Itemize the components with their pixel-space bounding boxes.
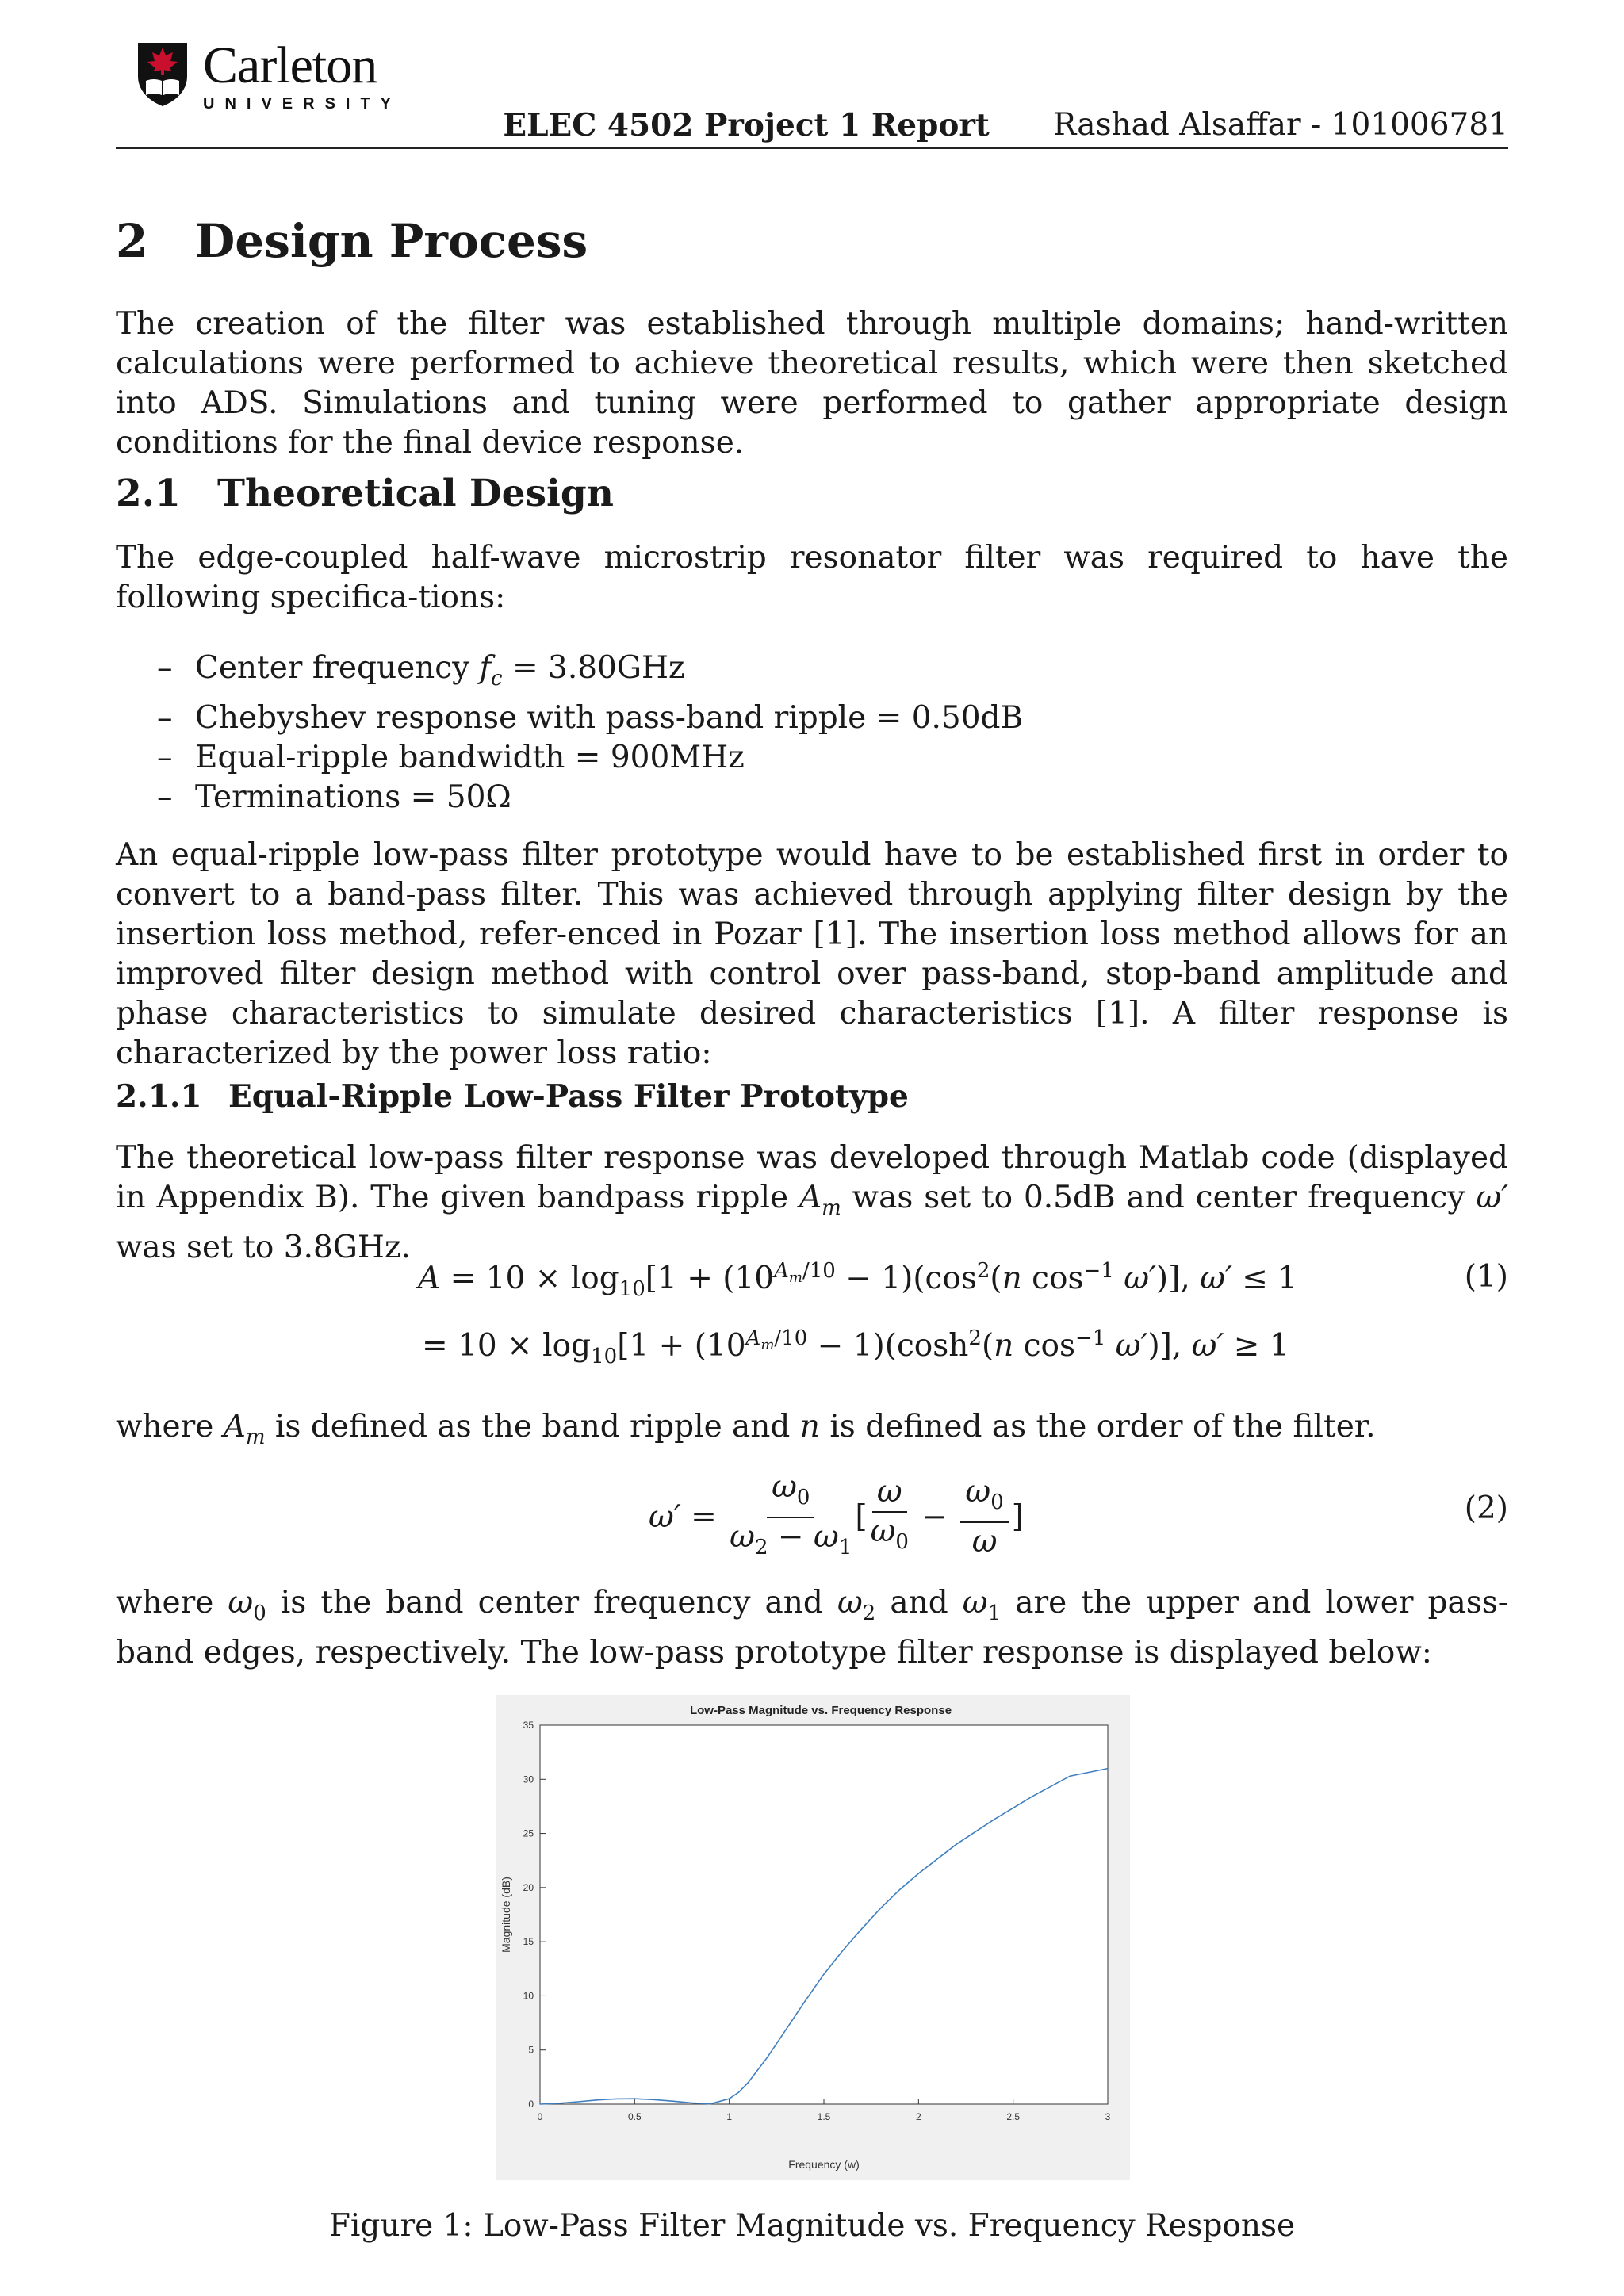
equation-1-line-2: = $10 \times \log_{10}[1 + (10^{A_m/10} - 1)(\cosh^2(n$ $\cos^{-1} \omega'$)], ω′ ≥ 1 <box>422 1326 1289 1368</box>
line-chart <box>496 1695 1130 2180</box>
subsection-number: 2.1 <box>116 472 181 515</box>
x-axis-label: Frequency (w) <box>788 2158 860 2171</box>
report-title: ELEC 4502 Project 1 Report <box>503 107 990 144</box>
equation-1-line-1: $A = 10 \times \log_{10}[1 + (10^{A_m/10} - 1)(\cos^2(n$ $\cos^{-1} \omega'$)], ω′ ≤ 1 <box>418 1259 1298 1301</box>
paragraph: An equal-ripple low-pass filter prototype would have to be established first in order to convert to a band-pass filter. This was achieved through applying filter design by the insertion loss method, refer-enced in Pozar [1]. The insertion loss method allows for an improved filter design method with control over pass-band, stop-band amplitude and phase characteristics to simulate desired characteristics [1]. A filter response is characterized by the power loss ratio: <box>116 837 1508 1071</box>
shield-icon <box>135 40 190 108</box>
x-tick-label: 1 <box>726 2111 733 2122</box>
list-item: – Chebyshev response with pass-band ripple = 0.50dB <box>116 698 1508 738</box>
x-tick-label: 3 <box>1105 2111 1111 2122</box>
subsubsection-title: Equal-Ripple Low-Pass Filter Prototype <box>228 1078 909 1115</box>
list-item: – Equal-ripple bandwidth = 900MHz <box>116 738 1508 778</box>
x-tick-label: 2.5 <box>1006 2111 1021 2122</box>
list-item: – Terminations = 50Ω <box>116 778 1508 817</box>
x-tick-label: 2 <box>915 2111 921 2122</box>
specification-list <box>116 649 1508 817</box>
section-heading <box>116 214 1508 268</box>
y-tick-label: 5 <box>528 2044 534 2056</box>
equation-number: (1) <box>1464 1259 1508 1295</box>
x-tick-label: 1.5 <box>817 2111 831 2122</box>
subsection-title: Theoretical Design <box>217 472 614 515</box>
logo-subtitle: UNIVERSITY <box>203 95 402 113</box>
subsubsection-number: 2.1.1 <box>116 1078 202 1115</box>
y-tick-label: 20 <box>523 1881 534 1893</box>
x-tick-label: 0 <box>537 2111 543 2122</box>
y-tick-label: 0 <box>528 2099 534 2110</box>
header-divider <box>116 147 1508 149</box>
figure-caption: Figure 1: Low-Pass Filter Magnitude vs. Frequency Response <box>328 2208 1296 2244</box>
y-tick-label: 25 <box>523 1827 534 1839</box>
chart-title: Low-Pass Magnitude vs. Frequency Response <box>689 1704 952 1717</box>
y-tick-label: 35 <box>523 1720 534 1731</box>
y-tick-label: 10 <box>523 1990 534 2002</box>
university-logo <box>135 36 402 113</box>
y-tick-label: 30 <box>523 1774 534 1785</box>
list-item: – Center frequency $f_c = 3.80GHz$ <box>116 649 1508 698</box>
paragraph: where $\omega_0$ is the band center frequency and $\omega_2$ and $\omega_1$ are the upper and lower pass-band edges, respectively. The low-pass prototype filter response is displayed below: <box>116 1585 1508 1670</box>
figure-1 <box>496 1695 1130 2180</box>
plot-area <box>540 1725 1108 2104</box>
section-intro: The creation of the filter was established through multiple domains; hand-written calculations were performed to achieve theoretical results, which were then sketched into ADS. Simulations and tuning were performed to gather appropriate design conditions for the final device response. <box>116 306 1508 461</box>
y-axis-label: Magnitude (dB) <box>500 1877 512 1953</box>
logo-name: Carleton <box>203 36 377 94</box>
paragraph: The theoretical low-pass filter response was developed through Matlab code (displayed in Appendix B). The given bandpass ripple $A_m$ was set to 0.5dB and center frequency ω′ was set to 3.8GHz. <box>116 1140 1508 1265</box>
section-number: 2 <box>116 214 148 268</box>
x-tick-label: 0.5 <box>627 2111 642 2122</box>
equation-number: (2) <box>1464 1490 1508 1526</box>
author-name: Rashad Alsaffar - 101006781 <box>1052 107 1508 143</box>
y-tick-label: 15 <box>523 1936 534 1948</box>
subsection-intro: The edge-coupled half-wave microstrip resonator filter was required to have the following specifica-tions: <box>116 540 1508 615</box>
equation-2: ω′ = $\frac{\omega_0}{\omega_2 - \omega_1}$ [ $\frac{\omega}{\omega_0}$ − $\frac{\omega_0}{\omega}$ ] <box>649 1469 1024 1560</box>
running-header <box>503 107 1508 144</box>
section-title: Design Process <box>195 214 588 268</box>
paragraph: where $A_m$ is defined as the band ripple and n is defined as the order of the filter. <box>116 1409 1376 1449</box>
